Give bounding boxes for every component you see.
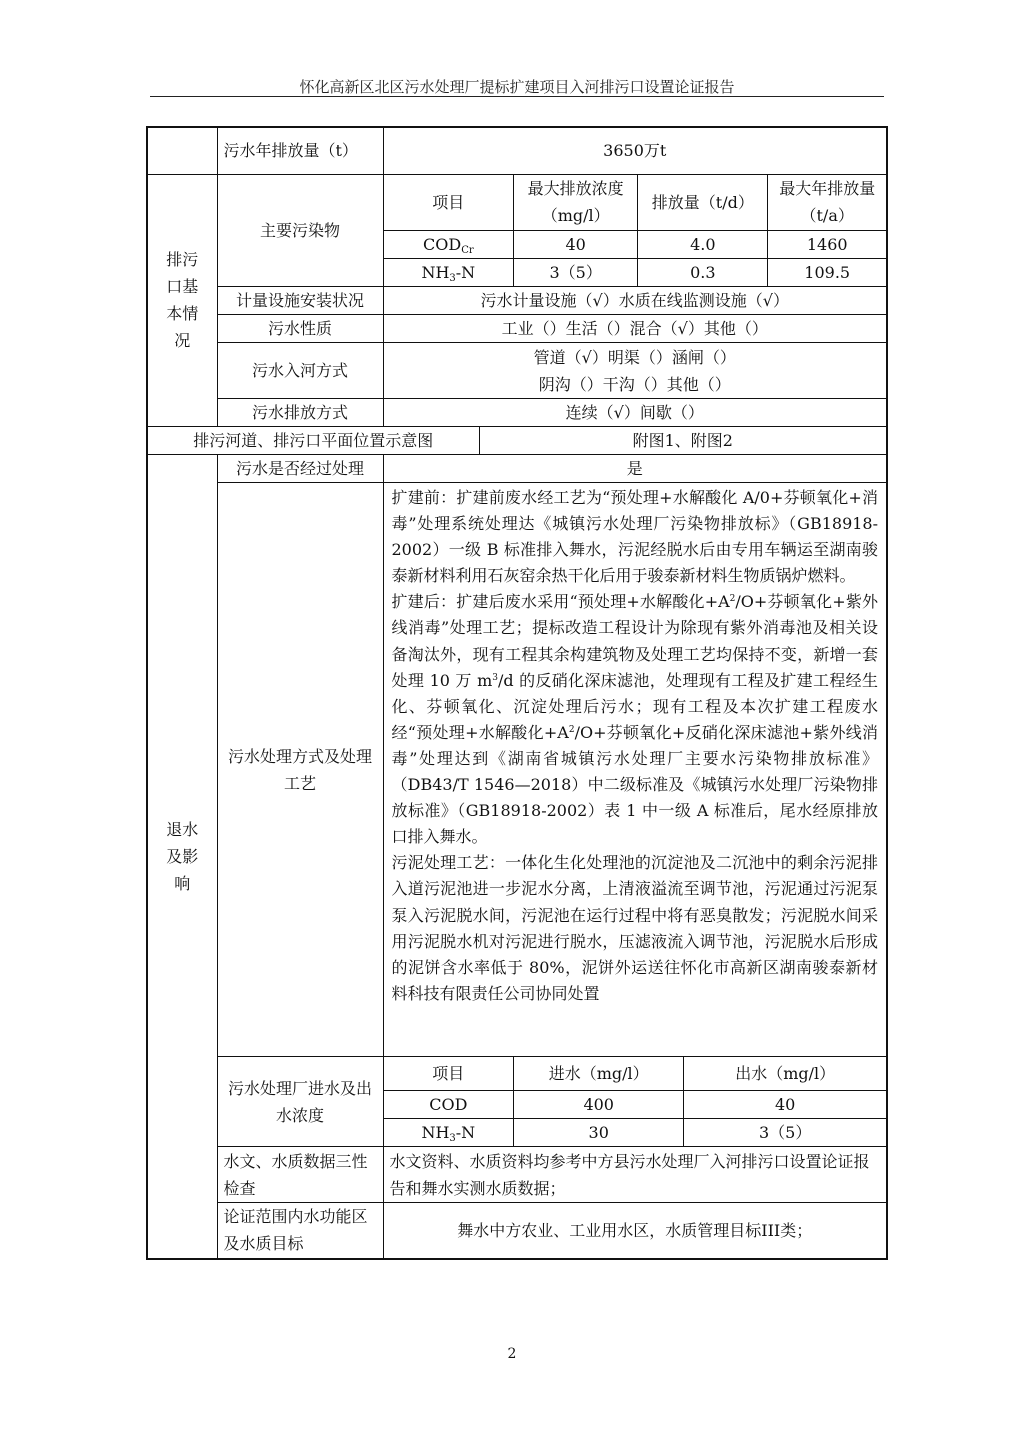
treated-value: 是 [383, 455, 887, 483]
concentration-name: $NH_3-N$ [384, 1118, 514, 1146]
row-metering [147, 287, 887, 315]
function-zone-label: 论证范围内水功能区及水质目标 [217, 1203, 383, 1259]
row-process [147, 483, 887, 1057]
row-location-map [147, 427, 887, 455]
concentration-in: 400 [514, 1090, 684, 1118]
empty-cell [147, 127, 217, 174]
entry-method-value [383, 343, 887, 399]
row-nature [147, 315, 887, 343]
header-rule [150, 96, 884, 97]
pollutant-daily: 4.0 [638, 231, 768, 259]
concentration-table-cell [383, 1057, 887, 1147]
concentration-name: COD [384, 1090, 514, 1118]
treated-label: 污水是否经过处理 [217, 455, 383, 483]
concentration-out: 40 [684, 1090, 886, 1118]
entry-method-label: 污水入河方式 [217, 343, 383, 399]
pollutant-name: $NH_3-N$ [384, 259, 514, 287]
data-check-value: 水文资料、水质资料均参考中方县污水处理厂入河排污口设置论证报告和舞水实测水质数据； [383, 1147, 887, 1203]
process-label: 污水处理方式及处理工艺 [217, 483, 383, 1057]
nature-label: 污水性质 [217, 315, 383, 343]
pollutant-header-item: 项目 [384, 175, 514, 231]
row-entry-method [147, 343, 887, 399]
concentration-table [384, 1057, 887, 1146]
row-concentration [147, 1057, 887, 1147]
metering-value: 污水计量设施（√）水质在线监测设施（√） [383, 287, 887, 315]
pollutant-name: $COD_{Cr}$ [384, 231, 514, 259]
pollutant-annual: 1460 [768, 231, 886, 259]
annual-discharge-value: 3650万t [383, 127, 887, 174]
pollutant-conc: 40 [514, 231, 638, 259]
pollutant-annual: 109.5 [768, 259, 886, 287]
metering-label: 计量设施安装状况 [217, 287, 383, 315]
annual-discharge-label: 污水年排放量（t） [217, 127, 383, 174]
pollutant-daily: 0.3 [638, 259, 768, 287]
row-main-pollutants [147, 174, 887, 287]
process-after-paragraph: 扩建后：扩建后废水采用“预处理+水解酸化$+A^2/O+$芬顿氧化+紫外线消毒”处理工艺；提标改造工程设计为除现有紫外消毒池及相关设备淘汰外，现有工程其余构建筑物及处理工艺均保持不变，新增一套处理 10 万 $m^3/d$ 的反硝化深床滤池，处理现有工程及扩建工程经生化、芬顿氧化、沉淀处理后污水；现有工程及本次扩建工程废水经“预处理+水解酸化$+A^2/O+$芬顿氧化+反硝化深床滤池+紫外线消毒”处理达到《湖南省城镇污水处理厂主要水污染物排放标准》（DB43/T 1546—2018）中二级标准及《城镇污水处理厂污染物排放标准》（GB18918-2002）表 1 中一级 A 标准后，尾水经原排放口排入舞水。 [391, 592, 879, 847]
sludge-process-paragraph: 污泥处理工艺：一体化生化处理池的沉淀池及二沉池中的剩余污泥排入道污泥池进一步泥水分离，上清液溢流至调节池，污泥通过污泥泵泵入污泥脱水间，污泥池在运行过程中将有恶臭散发；污泥脱水间采用污泥脱水机对污泥进行脱水，压滤液流入调节池，污泥脱水后形成的泥饼含水率低于 80%，泥饼外运送往怀化市高新区湖南骏泰新材料科技有限责任公司协同处置 [391, 853, 879, 1003]
process-before-paragraph: 扩建前：扩建前废水经工艺为“预处理+水解酸化 A/0+芬顿氧化+消毒”处理系统处理达《城镇污水处理厂污染物排放标》（GB18918-2002）一级 B 标准排入舞水，污泥经脱水后由专用车辆运至湖南骏泰新材料利用石灰窑余热干化后用于骏泰新材料生物质锅炉燃料。 [391, 488, 879, 586]
row-annual-discharge [147, 127, 887, 174]
document-header: 怀化高新区北区污水处理厂提标扩建项目入河排污口设置论证报告 [299, 78, 735, 96]
pollutant-header-conc: 最大排放浓度（mg/l） [514, 175, 638, 231]
row-data-check [147, 1147, 887, 1203]
main-pollutants-label: 主要污染物 [217, 174, 383, 287]
pollutant-header-daily: 排放量（t/d） [638, 175, 768, 231]
concentration-header-item: 项目 [384, 1057, 514, 1090]
concentration-row [384, 1090, 887, 1118]
pollutant-row [384, 231, 887, 259]
page-number: 2 [507, 1346, 517, 1362]
concentration-out: 3（5） [684, 1118, 886, 1146]
discharge-method-value: 连续（√）间歇（） [383, 399, 887, 427]
concentration-in: 30 [514, 1118, 684, 1146]
function-zone-value: 舞水中方农业、工业用水区，水质管理目标III类； [383, 1203, 887, 1259]
location-map-label: 排污河道、排污口平面位置示意图 [147, 427, 479, 455]
pollutant-row [384, 259, 887, 287]
entry-method-line1: 管道（√）明渠（）涵闸（） [533, 347, 736, 367]
location-map-value: 附图1、附图2 [479, 427, 887, 455]
concentration-header-in: 进水（mg/l） [514, 1057, 684, 1090]
main-pollutants-table-cell [383, 174, 887, 287]
row-function-zone [147, 1203, 887, 1259]
concentration-label: 污水处理厂进水及出水浓度 [217, 1057, 383, 1147]
impact-section-label: 退水及影响 [147, 455, 217, 1259]
pollutant-header-annual: 最大年排放量（t/a） [768, 175, 886, 231]
process-description [383, 483, 887, 1057]
row-discharge-method [147, 399, 887, 427]
pollutant-conc: 3（5） [514, 259, 638, 287]
pollutants-table [384, 175, 887, 287]
concentration-row [384, 1118, 887, 1146]
report-table [146, 126, 888, 1260]
discharge-method-label: 污水排放方式 [217, 399, 383, 427]
row-treated [147, 455, 887, 483]
entry-method-line2: 阴沟（）干沟（）其他（） [538, 374, 731, 394]
outfall-section-label: 排污口基本情况 [147, 174, 217, 427]
nature-value: 工业（）生活（）混合（√）其他（） [383, 315, 887, 343]
concentration-header-out: 出水（mg/l） [684, 1057, 886, 1090]
data-check-label: 水文、水质数据三性检查 [217, 1147, 383, 1203]
